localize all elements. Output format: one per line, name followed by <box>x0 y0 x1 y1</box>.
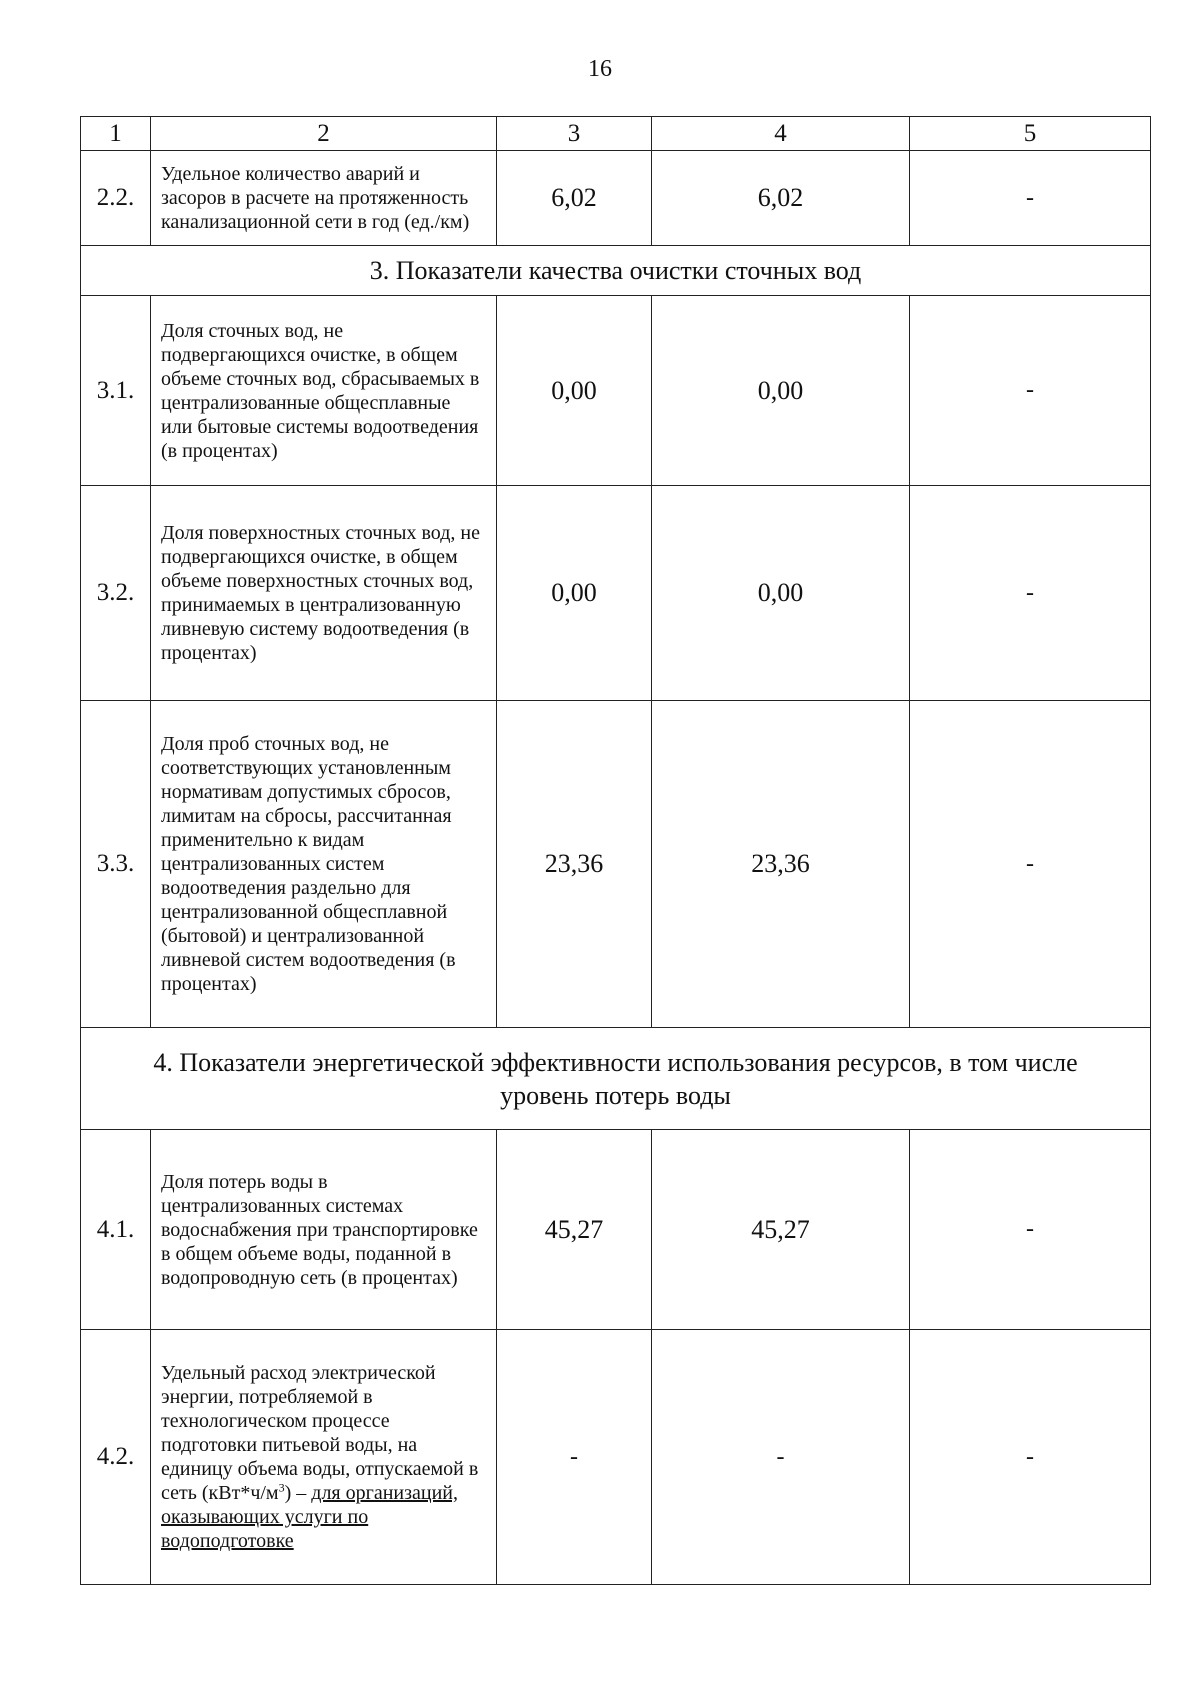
row-value-col4: 45,27 <box>652 1130 910 1330</box>
row-value-col5: - <box>910 1330 1151 1585</box>
section-title: 4. Показатели энергетической эффективности использования ресурсов, в том числе уровень потерь воды <box>81 1028 1151 1130</box>
section-row <box>81 1028 1151 1130</box>
description-text-tail: ) – <box>284 1482 312 1504</box>
section-title: 3. Показатели качества очистки сточных вод <box>81 246 1151 296</box>
row-number: 3.3. <box>81 701 151 1028</box>
page-number: 16 <box>588 56 612 82</box>
row-value-col5: - <box>910 151 1151 246</box>
row-number: 3.2. <box>81 486 151 701</box>
row-number: 4.2. <box>81 1330 151 1585</box>
superscript-3: 3 <box>278 1480 285 1495</box>
description-text: Удельный расход электрической энергии, потребляемой в технологическом процессе подготовки питьевой воды, на единицу объема воды, отпускаемой в сеть (кВт*ч/м <box>161 1362 479 1504</box>
row-value-col3: 6,02 <box>497 151 652 246</box>
row-description: Доля поверхностных сточных вод, не подвергающихся очистке, в общем объеме поверхностных сточных вод, принимаемых в централизованную ливневую систему водоотведения (в процентах) <box>151 486 497 701</box>
table-row <box>81 1330 1151 1585</box>
header-col-3: 3 <box>497 117 652 151</box>
row-value-col4: 23,36 <box>652 701 910 1028</box>
row-description: Доля проб сточных вод, не соответствующих установленным нормативам допустимых сбросов, лимитам на сбросы, рассчитанная применительно к видам централизованных систем водоотведения раздельно для централизованной общесплавной (бытовой) и централизованной ливневой систем водоотведения (в процентах) <box>151 701 497 1028</box>
underlined-note: для организаций, оказывающих услуги по водоподготовке <box>161 1482 458 1552</box>
row-value-col3: - <box>497 1330 652 1585</box>
table-row <box>81 296 1151 486</box>
row-number: 3.1. <box>81 296 151 486</box>
table-row <box>81 486 1151 701</box>
row-value-col3: 0,00 <box>497 486 652 701</box>
row-number: 4.1. <box>81 1130 151 1330</box>
row-value-col5: - <box>910 486 1151 701</box>
row-value-col3: 45,27 <box>497 1130 652 1330</box>
row-description <box>151 1330 497 1585</box>
table-row <box>81 1130 1151 1330</box>
row-description: Доля потерь воды в централизованных системах водоснабжения при транспортировке в общем объеме воды, поданной в водопроводную сеть (в процентах) <box>151 1130 497 1330</box>
row-value-col4: - <box>652 1330 910 1585</box>
row-description: Удельное количество аварий и засоров в расчете на протяженность канализационной сети в год (ед./км) <box>151 151 497 246</box>
header-row <box>81 117 1151 151</box>
row-value-col4: 0,00 <box>652 296 910 486</box>
table-row <box>81 151 1151 246</box>
header-col-2: 2 <box>151 117 497 151</box>
header-col-4: 4 <box>652 117 910 151</box>
row-value-col4: 0,00 <box>652 486 910 701</box>
row-value-col3: 23,36 <box>497 701 652 1028</box>
section-row <box>81 246 1151 296</box>
row-value-col5: - <box>910 1130 1151 1330</box>
header-col-5: 5 <box>910 117 1151 151</box>
table-row <box>81 701 1151 1028</box>
row-number: 2.2. <box>81 151 151 246</box>
row-value-col4: 6,02 <box>652 151 910 246</box>
row-value-col5: - <box>910 296 1151 486</box>
row-value-col5: - <box>910 701 1151 1028</box>
header-col-1: 1 <box>81 117 151 151</box>
indicators-table <box>80 116 1151 1585</box>
row-value-col3: 0,00 <box>497 296 652 486</box>
row-description: Доля сточных вод, не подвергающихся очистке, в общем объеме сточных вод, сбрасываемых в централизованные общесплавные или бытовые системы водоотведения (в процентах) <box>151 296 497 486</box>
